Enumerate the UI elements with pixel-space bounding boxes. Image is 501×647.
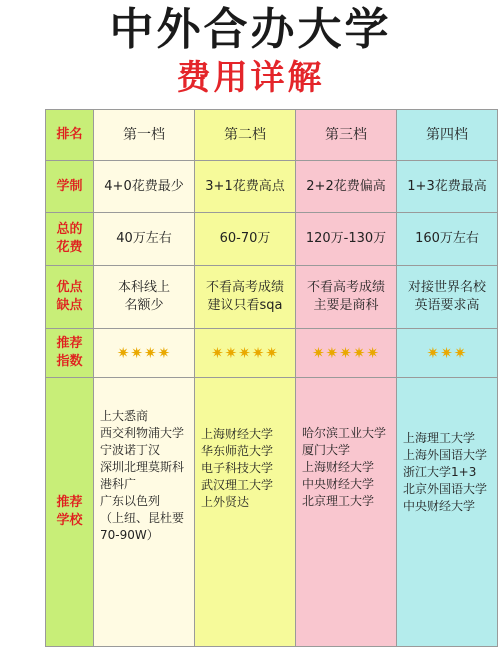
school-item: 70-90W）	[100, 528, 159, 542]
school-item: 上海理工大学	[403, 431, 476, 445]
tier-4-cost: 160万左右	[397, 213, 498, 266]
table-row-system	[46, 161, 498, 213]
tier-3-schools	[296, 378, 397, 647]
row-label-pros-cons	[46, 266, 94, 329]
tier-4-schools	[397, 378, 498, 647]
tier-2-header: 第二档	[195, 110, 296, 161]
page-subtitle: 费用详解	[176, 58, 325, 98]
school-item: 港科广	[100, 477, 137, 491]
school-item: 宁波诺丁汉	[100, 443, 161, 457]
comparison-table	[45, 109, 498, 647]
tier-2-system: 3+1花费高点	[195, 161, 296, 213]
tier-3-header: 第三档	[296, 110, 397, 161]
table-row-recommend-index	[46, 329, 498, 378]
school-item: （上纽、昆杜要	[100, 511, 185, 525]
school-item: 武汉理工大学	[201, 478, 274, 492]
school-item: 广东以色列	[100, 494, 161, 508]
tier-3-pros-cons-line: 不看高考成绩	[306, 280, 385, 295]
tier-1-pros-cons	[94, 266, 195, 329]
tier-3-pros-cons	[296, 266, 397, 329]
row-label-schools-line-2: 学校	[56, 513, 83, 528]
tier-4-pros-cons-line: 对接世界名校	[407, 280, 486, 295]
row-label-cost-line-2: 花费	[56, 240, 83, 255]
tier-3-cost: 120万-130万	[296, 213, 397, 266]
school-item: 上外贤达	[201, 495, 250, 509]
school-item: 中央财经大学	[403, 499, 476, 513]
row-label-cost-line-1: 总的	[56, 222, 83, 237]
row-label-rank: 排名	[46, 110, 94, 161]
table-row-pros-cons	[46, 266, 498, 329]
tier-1-header: 第一档	[94, 110, 195, 161]
row-label-pros-cons-line-2: 缺点	[56, 298, 83, 313]
school-item: 北京理工大学	[302, 494, 375, 508]
school-item: 哈尔滨工业大学	[302, 426, 387, 440]
tier-4-pros-cons	[397, 266, 498, 329]
row-label-index	[46, 329, 94, 378]
tier-2-pros-cons-line: 不看高考成绩	[205, 280, 284, 295]
tier-1-pros-cons-line: 本科线上	[117, 280, 170, 295]
school-item: 上海外国语大学	[403, 448, 488, 462]
table-row-schools	[46, 378, 498, 647]
table-row-cost	[46, 213, 498, 266]
tier-2-pros-cons-line: 建议只看sqa	[207, 298, 283, 313]
tier-4-pros-cons-line: 英语要求高	[414, 298, 480, 313]
tier-3-pros-cons-line: 主要是商科	[313, 298, 379, 313]
tier-1-system: 4+0花费最少	[94, 161, 195, 213]
row-label-cost	[46, 213, 94, 266]
tier-2-schools	[195, 378, 296, 647]
row-label-schools	[46, 378, 94, 647]
tier-2-pros-cons	[195, 266, 296, 329]
tier-1-pros-cons-line: 名额少	[124, 298, 164, 313]
tier-3-system: 2+2花费偏高	[296, 161, 397, 213]
tier-1-star-rating: ✷✷✷✷	[94, 329, 195, 378]
row-label-system: 学制	[46, 161, 94, 213]
school-item: 上海财经大学	[302, 460, 375, 474]
tier-4-header: 第四档	[397, 110, 498, 161]
table-row-header	[46, 110, 498, 161]
tier-2-cost: 60-70万	[195, 213, 296, 266]
school-item: 浙江大学1+3	[403, 465, 477, 479]
school-item: 厦门大学	[302, 443, 351, 457]
school-item: 深圳北理莫斯科	[100, 460, 185, 474]
school-item: 上大悉商	[100, 409, 149, 423]
school-item: 电子科技大学	[201, 461, 274, 475]
tier-1-schools	[94, 378, 195, 647]
tier-1-cost: 40万左右	[94, 213, 195, 266]
school-item: 中央财经大学	[302, 477, 375, 491]
tier-4-star-rating: ✷✷✷	[397, 329, 498, 378]
page-title: 中外合办大学	[109, 4, 392, 55]
school-item: 华东师范大学	[201, 444, 274, 458]
school-item: 西交利物浦大学	[100, 426, 185, 440]
tier-2-star-rating: ✷✷✷✷✷	[195, 329, 296, 378]
school-item: 上海财经大学	[201, 427, 274, 441]
tier-4-system: 1+3花费最高	[397, 161, 498, 213]
row-label-index-line-1: 推荐	[56, 336, 83, 351]
tier-3-star-rating: ✷✷✷✷✷	[296, 329, 397, 378]
row-label-schools-line-1: 推荐	[56, 495, 83, 510]
row-label-pros-cons-line-1: 优点	[56, 280, 83, 295]
row-label-index-line-2: 指数	[56, 354, 83, 369]
school-item: 北京外国语大学	[403, 482, 488, 496]
